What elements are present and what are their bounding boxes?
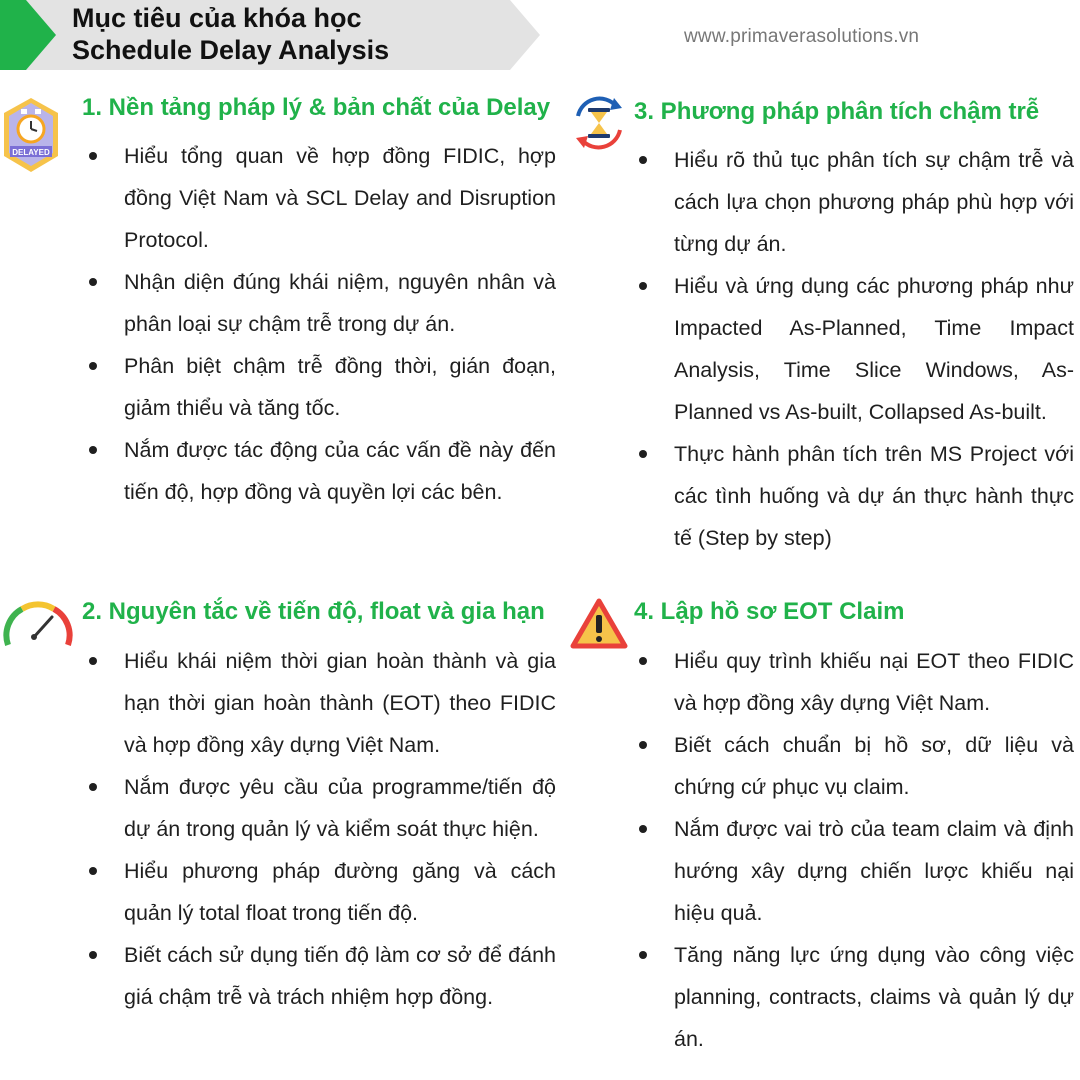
header-banner (0, 0, 545, 70)
speedometer-gauge-icon (2, 595, 74, 651)
section-2-title: 2. Nguyên tắc về tiến độ, float và gia hạn (82, 598, 545, 625)
list-item: Hiểu và ứng dụng các phương pháp như Impacted As-Planned, Time Impact Analysis, Time Slice Windows, As-Planned vs As-built, Collapsed As-built. (634, 265, 1074, 433)
list-item: Hiểu khái niệm thời gian hoàn thành và gia hạn thời gian hoàn thành (EOT) theo FIDIC và hợp đồng xây dựng Việt Nam. (84, 640, 556, 766)
section-4-title: 4. Lập hồ sơ EOT Claim (634, 598, 905, 625)
page-title (72, 2, 389, 66)
section-4-bullets (634, 640, 1074, 1060)
list-item: Nắm được yêu cầu của programme/tiến độ dự án trong quản lý và kiểm soát thực hiện. (84, 766, 556, 850)
list-item: Tăng năng lực ứng dụng vào công việc planning, contracts, claims và quản lý dự án. (634, 934, 1074, 1060)
delayed-icon-label: DELAYED (12, 148, 50, 157)
title-line-1: Mục tiêu của khóa học (72, 3, 362, 33)
list-item: Biết cách chuẩn bị hồ sơ, dữ liệu và chứng cứ phục vụ claim. (634, 724, 1074, 808)
delayed-clock-icon (2, 96, 60, 176)
section-1-bullets (84, 135, 556, 513)
list-item: Biết cách sử dụng tiến độ làm cơ sở để đánh giá chậm trễ và trách nhiệm hợp đồng. (84, 934, 556, 1018)
list-item: Hiểu quy trình khiếu nại EOT theo FIDIC và hợp đồng xây dựng Việt Nam. (634, 640, 1074, 724)
section-3-bullets (634, 139, 1074, 559)
title-line-2: Schedule Delay Analysis (72, 35, 390, 65)
list-item: Hiểu tổng quan về hợp đồng FIDIC, hợp đồng Việt Nam và SCL Delay and Disruption Protocol. (84, 135, 556, 261)
section-2-bullets (84, 640, 556, 1018)
website-link[interactable]: www.primaverasolutions.vn (684, 26, 920, 47)
list-item: Nắm được tác động của các vấn đề này đến tiến độ, hợp đồng và quyền lợi các bên. (84, 429, 556, 513)
list-item: Nắm được vai trò của team claim và định hướng xây dựng chiến lược khiếu nại hiệu quả. (634, 808, 1074, 934)
section-1-title: 1. Nền tảng pháp lý & bản chất của Delay (82, 94, 551, 121)
list-item: Phân biệt chậm trễ đồng thời, gián đoạn, giảm thiểu và tăng tốc. (84, 345, 556, 429)
list-item: Hiểu rõ thủ tục phân tích sự chậm trễ và cách lựa chọn phương pháp phù hợp với từng dự án. (634, 139, 1074, 265)
list-item: Thực hành phân tích trên MS Project với các tình huống và dự án thực hành thực tế (Step by step) (634, 433, 1074, 559)
hourglass-icon (570, 94, 628, 152)
list-item: Nhận diện đúng khái niệm, nguyên nhân và phân loại sự chậm trễ trong dự án. (84, 261, 556, 345)
section-3-title: 3. Phương pháp phân tích chậm trễ (634, 98, 1040, 125)
list-item: Hiểu phương pháp đường găng và cách quản lý total float trong tiến độ. (84, 850, 556, 934)
warning-triangle-icon (570, 598, 628, 650)
